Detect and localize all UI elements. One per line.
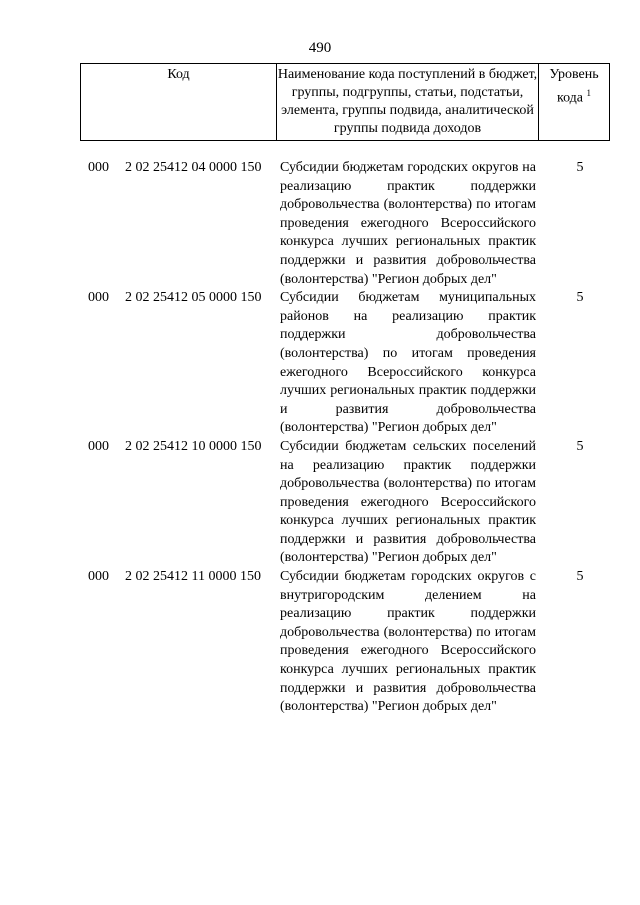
- header-level: [539, 64, 609, 140]
- row-admin-code: 000: [88, 160, 109, 175]
- row-admin-code: 000: [88, 569, 109, 585]
- row-code: 2 02 25412 05 0000 150: [125, 290, 262, 306]
- row-name: Субсидии бюджетам городских округов с внутригородским делением на реализацию практик поддержки добровольчества (волонтерства) по итогам проведения ежегодного Всероссийского конкурса лучших региональных практик поддержки и развития добровольчества (волонтерства) "Регион добрых дел": [280, 569, 536, 715]
- row-name: Субсидии бюджетам городских округов на реализацию практик поддержки добровольчества (волонтерства) по итогам проведения ежегодного Всероссийского конкурса лучших региональных практик поддержки и развития добровольчества (волонтерства) "Регион добрых дел": [280, 160, 536, 287]
- row-code: 2 02 25412 10 0000 150: [125, 438, 262, 454]
- row-admin-code: 000: [88, 290, 109, 306]
- row-level: 5: [576, 160, 584, 175]
- table-row: [80, 289, 610, 438]
- header-code: Код: [81, 64, 277, 140]
- row-level: 5: [576, 438, 584, 454]
- row-code: 2 02 25412 11 0000 150: [125, 569, 261, 585]
- row-level: 5: [576, 290, 584, 306]
- table-row: [80, 159, 610, 289]
- row-level: 5: [576, 569, 584, 585]
- header-level-footnote: 1: [586, 88, 592, 98]
- row-admin-code: 000: [88, 438, 109, 454]
- row-name: Субсидии бюджетам сельских поселений на реализацию практик поддержки добровольчества (волонтерства) по итогам проведения ежегодного Всероссийского конкурса лучших региональных практик поддержки и развития добровольчества (волонтерства) "Регион добрых дел": [280, 438, 536, 566]
- table-header: [80, 63, 610, 141]
- page-number: 490: [308, 40, 332, 56]
- table-row: [80, 438, 610, 568]
- table-row: [80, 568, 610, 717]
- header-level-label: Уровень кода: [549, 67, 599, 106]
- header-name: Наименование кода поступлений в бюджет, группы, подгруппы, статьи, подстатьи, элемента, группы подвида, аналитической группы подвида доходов: [277, 64, 539, 140]
- table-body: [80, 159, 610, 717]
- row-code: 2 02 25412 04 0000 150: [125, 160, 262, 175]
- row-name: Субсидии бюджетам муниципальных районов на реализацию практик поддержки добровольчества (волонтерства) по итогам проведения ежегодного Всероссийского конкурса лучших региональных практик поддержки и развития добровольчества (волонтерства) "Регион добрых дел": [280, 290, 536, 436]
